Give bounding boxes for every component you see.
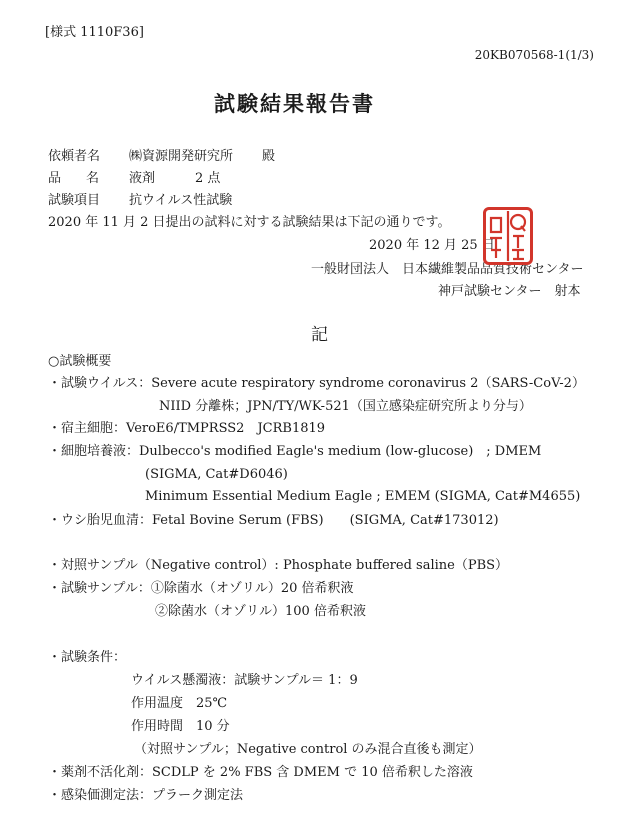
condition-mixture: ウイルス懸濁液：試験サンプル＝ 1：9	[131, 673, 358, 688]
test-virus: ・試験ウイルス：Severe acute respiratory syndrome coronavirus 2（SARS-CoV-2）	[48, 376, 585, 391]
control-sample: ・対照サンプル（Negative control）: Phosphate buffered saline（PBS）	[48, 558, 509, 573]
condition-temperature: 作用温度 25℃	[131, 696, 228, 711]
product-count: 2 点	[195, 171, 221, 186]
infectivity-method: ・感染価測定法：プラーク測定法	[48, 788, 244, 803]
condition-note: （対照サンプル；Negative control のみ混合直後も測定）	[134, 742, 482, 757]
test-sample-2: ②除菌水（オゾリル）100 倍希釈液	[155, 604, 366, 619]
product-label: 品 名	[48, 171, 106, 186]
culture-medium: ・細胞培養液：Dulbecco's modified Eagle's medium (low-glucose) ; DMEM	[48, 444, 542, 459]
host-cell: ・宿主細胞：VeroE6/TMPRSS2 JCRB1819	[48, 421, 326, 436]
inactivation-agent: ・薬剤不活化剤：SCDLP を 2% FBS 含 DMEM で 10 倍希釈した溶液	[48, 765, 473, 780]
test-item-value: 抗ウイルス性試験	[129, 193, 233, 208]
issuer-organization: 一般財団法人 日本繊維製品品質技術センター	[311, 262, 584, 277]
test-conditions-heading: ・試験条件：	[48, 650, 127, 665]
condition-time: 作用時間 10 分	[131, 719, 230, 734]
culture-medium-catalog: (SIGMA, Cat#D6046)	[145, 467, 288, 482]
culture-medium-emem: Minimum Essential Medium Eagle ; EMEM (SIGMA, Cat#M4655)	[145, 489, 581, 504]
page-title: 試験結果報告書	[214, 91, 375, 116]
issuer-center: 神戸試験センター 射本	[438, 284, 581, 299]
test-virus-strain: NIID 分離株；JPN/TY/WK-521（国立感染症研究所より分与）	[159, 399, 532, 414]
document-number: 20KB070568-1(1/3)	[474, 48, 594, 62]
overview-heading: ○試験概要	[48, 354, 112, 369]
requester-honorific: 殿	[262, 149, 276, 164]
form-number: [様式 1110F36]	[45, 25, 144, 40]
approval-seal	[483, 207, 533, 265]
requester-label: 依頼者名	[48, 149, 101, 164]
intro-text: 2020 年 11 月 2 日提出の試料に対する試験結果は下記の通りです。	[48, 215, 451, 230]
test-item-label: 試験項目	[48, 193, 101, 208]
fetal-bovine-serum: ・ウシ胎児血清：Fetal Bovine Serum (FBS) (SIGMA, Cat#173012)	[48, 513, 499, 528]
ki-heading: 記	[311, 325, 328, 345]
test-sample-1: ・試験サンプル：①除菌水（オゾリル）20 倍希釈液	[48, 581, 354, 596]
report-date: 2020 年 12 月 25 日	[369, 238, 495, 253]
product-value: 液剤	[129, 171, 156, 186]
requester-value: ㈱資源開発研究所	[129, 149, 234, 164]
